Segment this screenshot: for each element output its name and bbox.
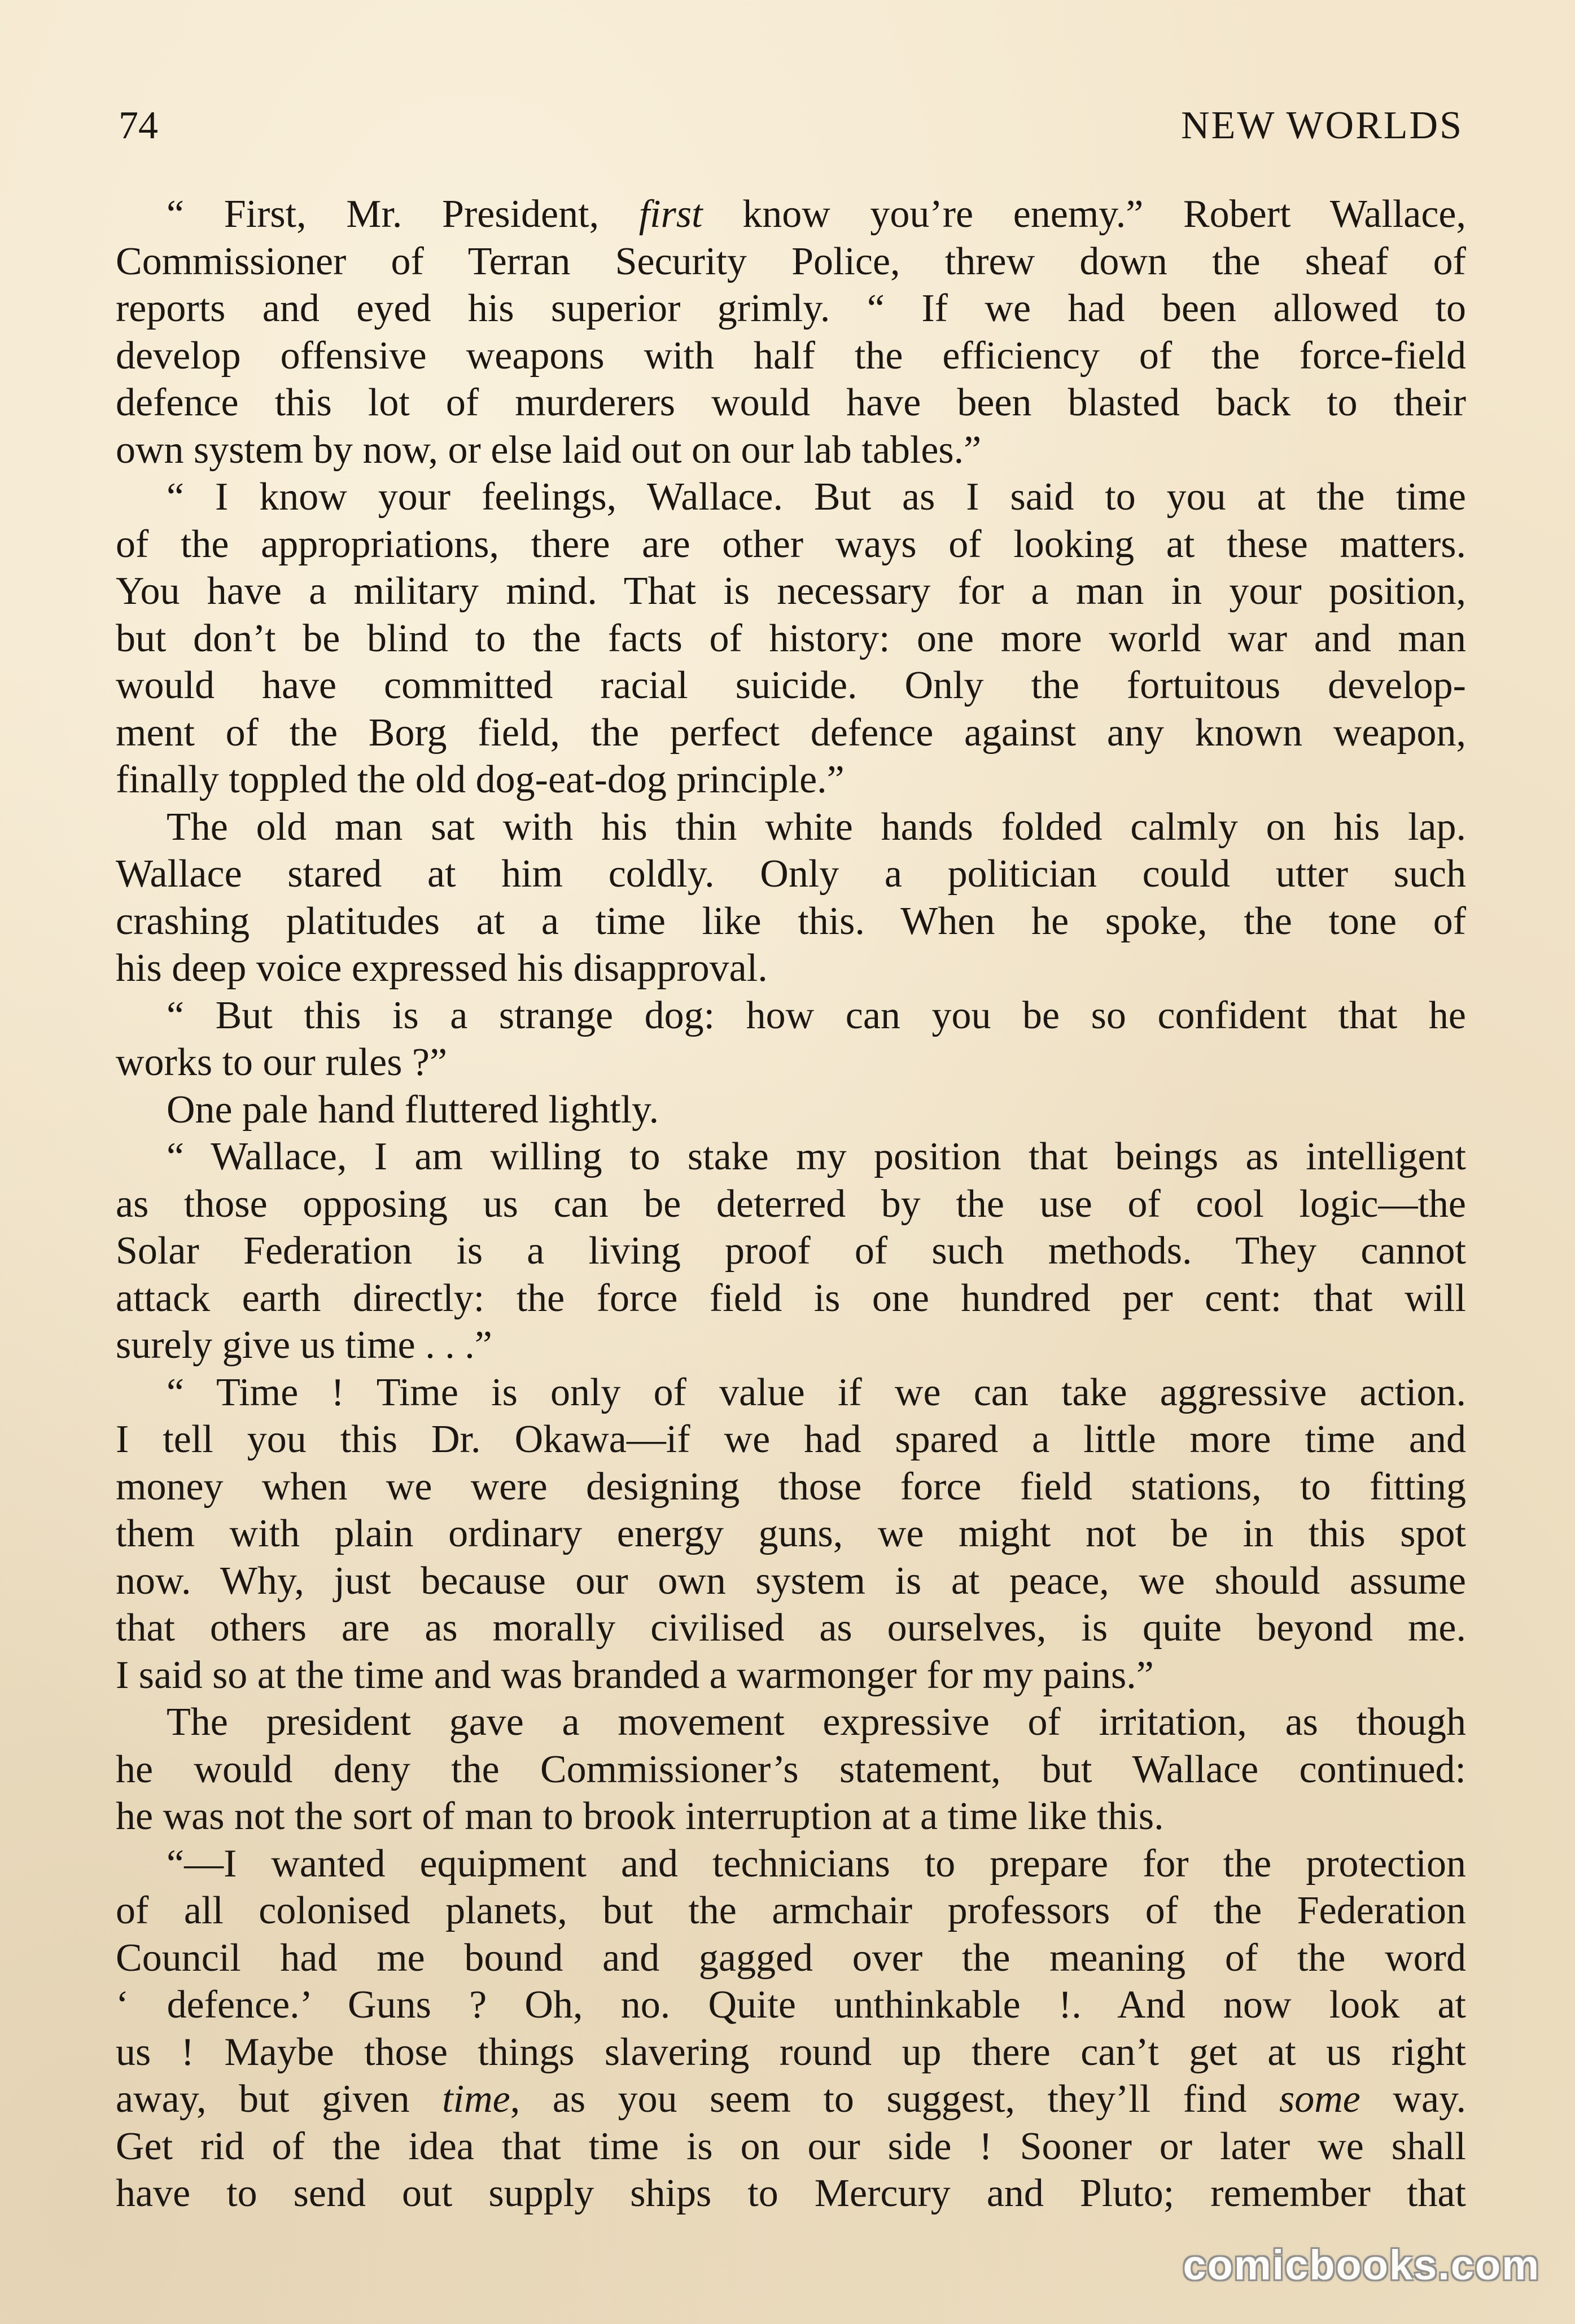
text-line: [116, 1793, 1466, 1840]
text-line: [116, 1604, 1466, 1652]
text-line: [116, 191, 1466, 238]
text-run: The president gave a movement expressive of irritation, as though: [167, 1700, 1466, 1744]
text-run: Wallace stared at him coldly. Only a politician could utter such: [116, 852, 1466, 896]
text-line: [116, 1699, 1466, 1746]
text-run: Commissioner of Terran Security Police, threw down the sheaf of: [116, 239, 1466, 283]
text-line: [116, 1935, 1466, 1982]
text-line: [116, 662, 1466, 709]
text-run: “—I wanted equipment and technicians to prepare for the protection: [167, 1841, 1466, 1885]
text-line: [116, 1039, 1466, 1086]
italic-text: first: [638, 192, 703, 236]
text-line: [116, 2170, 1466, 2217]
text-run: have to send out supply ships to Mercury and Pluto; remember that: [116, 2172, 1466, 2215]
text-run: Get rid of the idea that time is on our side ! Sooner or later we shall: [116, 2124, 1466, 2168]
text-line: [116, 945, 1466, 992]
text-line: [116, 2029, 1466, 2076]
text-run: them with plain ordinary energy guns, we might not be in this spot: [116, 1512, 1466, 1555]
text-line: [116, 1133, 1466, 1181]
text-run: I tell you this Dr. Okawa—if we had spared a little more time and: [116, 1418, 1466, 1461]
text-run: ment of the Borg field, the perfect defence against any known weapon,: [116, 711, 1466, 755]
text-run: “ I know your feelings, Wallace. But as I said to you at the time: [167, 475, 1466, 519]
text-run: You have a military mind. That is necessary for a man in your position,: [116, 569, 1466, 613]
text-run: that others are as morally civilised as ourselves, is quite beyond me.: [116, 1606, 1466, 1650]
text-run: but don’t be blind to the facts of history: one more world war and man: [116, 616, 1466, 660]
text-line: [116, 1275, 1466, 1322]
text-line: [116, 804, 1466, 851]
text-run: crashing platitudes at a time like this. When he spoke, the tone of: [116, 899, 1466, 943]
text-line: [116, 1463, 1466, 1511]
text-run: would have committed racial suicide. Only the fortuitous develop-: [116, 664, 1466, 707]
watermark: comicbooks.com: [1183, 2242, 1540, 2288]
text-line: [116, 1887, 1466, 1935]
text-run: of all colonised planets, but the armchair professors of the Federation: [116, 1889, 1466, 1932]
text-line: [116, 1322, 1466, 1369]
text-line: [116, 898, 1466, 945]
text-run: reports and eyed his superior grimly. “ If we had been allowed to: [116, 287, 1466, 330]
text-line: [116, 1746, 1466, 1794]
text-line: [116, 1510, 1466, 1558]
text-line: [116, 850, 1466, 898]
text-run: “ Time ! Time is only of value if we can take aggressive action.: [167, 1370, 1466, 1414]
text-run: us ! Maybe those things slavering round up there can’t get at us right: [116, 2030, 1466, 2074]
text-run: One pale hand fluttered lightly.: [167, 1088, 659, 1132]
text-line: [116, 1652, 1466, 1699]
text-line: [116, 379, 1466, 427]
text-line: [116, 992, 1466, 1040]
text-line: [116, 332, 1466, 380]
text-line: [116, 615, 1466, 663]
text-run: Council had me bound and gagged over the meaning of the word: [116, 1936, 1466, 1980]
text-run: surely give us time . . .”: [116, 1323, 492, 1367]
text-run: as those opposing us can be deterred by the use of cool logic—the: [116, 1182, 1466, 1226]
text-line: [116, 1840, 1466, 1888]
text-line: [116, 473, 1466, 521]
text-line: [116, 1181, 1466, 1228]
text-line: [116, 1227, 1466, 1275]
text-run: develop offensive weapons with half the efficiency of the force-field: [116, 334, 1466, 378]
text-run: I said so at the time and was branded a warmonger for my pains.”: [116, 1653, 1154, 1697]
text-line: [116, 756, 1466, 804]
text-run: defence this lot of murderers would have been blasted back to their: [116, 381, 1466, 424]
text-line: [116, 568, 1466, 615]
text-run: , as you seem to suggest, they’ll find: [510, 2077, 1280, 2121]
text-run: works to our rules ?”: [116, 1041, 448, 1084]
text-run: away, but given: [116, 2077, 443, 2121]
text-run: ‘ defence.’ Guns ? Oh, no. Quite unthinkable !. And now look at: [116, 1983, 1466, 2027]
italic-text: time: [442, 2077, 510, 2121]
text-line: [116, 1416, 1466, 1463]
text-line: [116, 1086, 1466, 1134]
text-run: own system by now, or else laid out on our lab tables.”: [116, 428, 982, 472]
text-line: [116, 427, 1466, 474]
text-run: he would deny the Commissioner’s statement, but Wallace continued:: [116, 1747, 1466, 1791]
text-run: “ First, Mr. President,: [167, 192, 639, 236]
text-line: [116, 1981, 1466, 2029]
text-line: [116, 285, 1466, 332]
page-number: 74: [119, 104, 158, 147]
text-run: The old man sat with his thin white hands folded calmly on his lap.: [167, 805, 1466, 849]
text-run: finally toppled the old dog-eat-dog principle.”: [116, 758, 845, 801]
text-line: [116, 521, 1466, 568]
text-line: [116, 709, 1466, 757]
text-run: now. Why, just because our own system is at peace, we should assume: [116, 1559, 1466, 1603]
text-line: [116, 238, 1466, 286]
text-run: “ Wallace, I am willing to stake my position that beings as intelligent: [167, 1135, 1466, 1178]
text-run: money when we were designing those force field stations, to fitting: [116, 1464, 1466, 1509]
text-run: of the appropriations, there are other ways of looking at these matters.: [116, 522, 1466, 566]
text-line: [116, 1369, 1466, 1417]
text-run: attack earth directly: the force field is one hundred per cent: that will: [116, 1276, 1466, 1320]
running-title: NEW WORLDS: [1181, 104, 1463, 147]
text-run: know you’re enemy.” Robert Wallace,: [702, 192, 1466, 236]
text-run: way.: [1360, 2077, 1466, 2121]
body-text: [116, 191, 1466, 2217]
running-head: [119, 95, 1463, 157]
text-line: [116, 2123, 1466, 2170]
text-run: Solar Federation is a living proof of such methods. They cannot: [116, 1229, 1466, 1273]
text-run: he was not the sort of man to brook interruption at a time like this.: [116, 1795, 1164, 1838]
text-line: [116, 1558, 1466, 1605]
italic-text: some: [1279, 2077, 1360, 2121]
text-run: his deep voice expressed his disapproval.: [116, 946, 768, 990]
text-line: [116, 2076, 1466, 2123]
text-run: “ But this is a strange dog: how can you be so confident that he: [167, 993, 1466, 1037]
